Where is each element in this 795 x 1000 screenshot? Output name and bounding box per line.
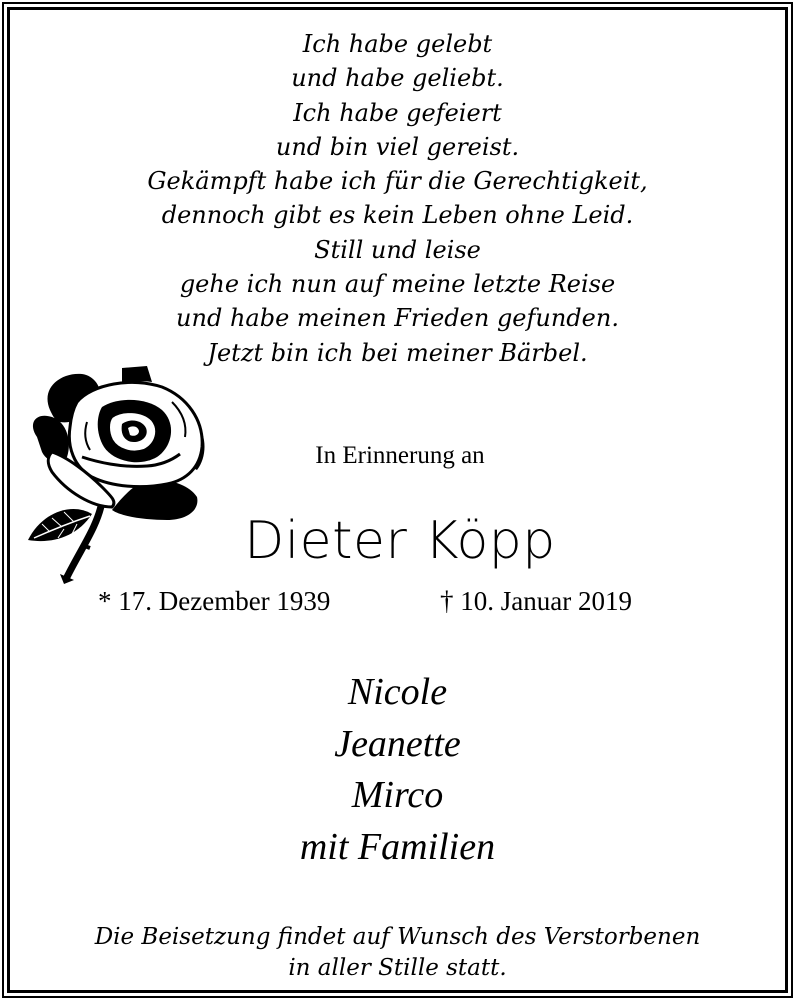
poem-line: und bin viel gereist. — [275, 132, 520, 161]
poem-line: und habe meinen Frieden gefunden. — [176, 304, 619, 333]
mourners — [0, 667, 795, 873]
funeral-notice-line: in aller Stille statt. — [288, 955, 507, 981]
poem-line: Gekämpft habe ich für die Gerechtigkeit, — [147, 167, 648, 196]
poem-line: und habe geliebt. — [291, 64, 504, 93]
funeral-notice-line: Die Beisetzung findet auf Wunsch des Verstorbenen — [94, 924, 701, 950]
poem — [0, 27, 795, 370]
life-dates — [0, 583, 795, 619]
poem-line: Ich habe gefeiert — [293, 98, 502, 127]
death-date: † 10. Januar 2019 — [440, 586, 632, 616]
poem-line: Jetzt bin ich bei meiner Bärbel. — [207, 338, 588, 367]
funeral-notice — [0, 922, 795, 984]
poem-line: Ich habe gelebt — [302, 30, 493, 58]
mourner-name: mit Familien — [299, 825, 496, 868]
birth-date: * 17. Dezember 1939 — [98, 586, 331, 616]
poem-line: Still und leise — [314, 235, 481, 264]
mourner-name: Nicole — [347, 671, 448, 713]
mourner-name: Jeanette — [334, 722, 461, 765]
deceased-name: Dieter Köpp — [244, 511, 556, 571]
poem-line: gehe ich nun auf meine letzte Reise — [179, 270, 616, 299]
mourner-name: Mirco — [351, 774, 444, 816]
intro-text: In Erinnerung an — [315, 442, 485, 469]
poem-line: dennoch gibt es kein Leben ohne Leid. — [161, 201, 634, 230]
